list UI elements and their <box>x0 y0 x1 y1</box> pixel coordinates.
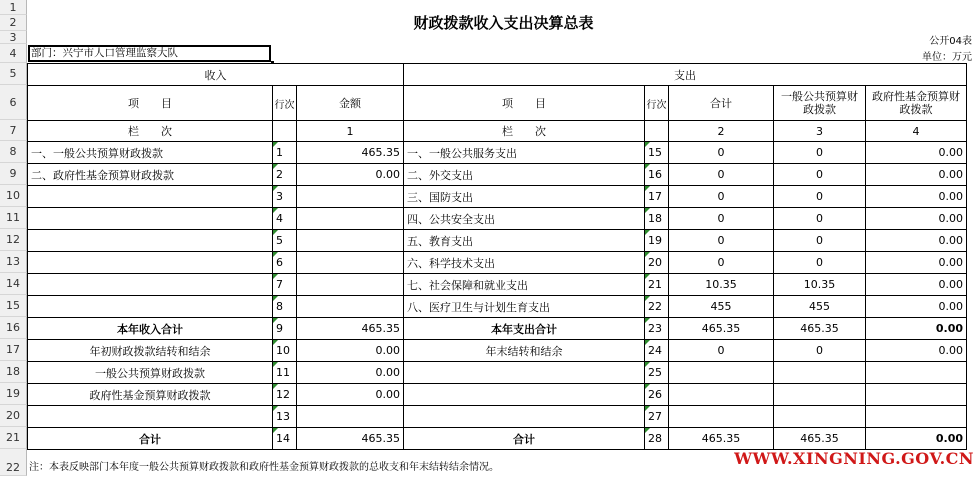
general-budget-cell[interactable] <box>774 406 866 428</box>
fund-budget-cell[interactable]: 0.00 <box>866 340 967 362</box>
row-header[interactable]: 5 <box>0 63 27 85</box>
income-line-cell[interactable]: 2 <box>273 164 297 186</box>
income-col-label[interactable]: 栏 次 <box>28 121 273 142</box>
income-amount-cell[interactable]: 465.35 <box>297 428 404 450</box>
table-row <box>28 406 967 428</box>
income-item-cell[interactable] <box>28 230 273 252</box>
income-item-cell[interactable]: 政府性基金预算财政拨款 <box>28 384 273 406</box>
income-item-cell[interactable] <box>28 296 273 318</box>
expense-total-cell[interactable]: 10.35 <box>669 274 774 296</box>
general-budget-cell[interactable]: 0 <box>774 340 866 362</box>
income-item-cell[interactable] <box>28 186 273 208</box>
fund-budget-cell[interactable]: 0.00 <box>866 186 967 208</box>
expense-line-cell[interactable]: 20 <box>645 252 669 274</box>
expense-line-cell[interactable]: 19 <box>645 230 669 252</box>
table-row <box>28 274 967 296</box>
expense-line-cell[interactable]: 24 <box>645 340 669 362</box>
expense-total-cell[interactable]: 0 <box>669 252 774 274</box>
row-header[interactable]: 15 <box>0 295 27 317</box>
income-amount-cell[interactable]: 0.00 <box>297 164 404 186</box>
fund-budget-cell[interactable]: 0.00 <box>866 252 967 274</box>
income-amount-cell[interactable] <box>297 252 404 274</box>
row-header[interactable]: 20 <box>0 405 27 427</box>
fund-budget-cell[interactable]: 0.00 <box>866 208 967 230</box>
expense-line-cell[interactable]: 27 <box>645 406 669 428</box>
income-amount-header[interactable]: 金额 <box>297 86 404 121</box>
table-row <box>28 318 967 340</box>
income-line-cell[interactable]: 14 <box>273 428 297 450</box>
page-title: 财政拨款收入支出决算总表 <box>413 14 594 32</box>
fund-budget-cell[interactable] <box>866 362 967 384</box>
fund-budget-cell[interactable]: 0.00 <box>866 318 967 340</box>
fund-budget-cell[interactable]: 0.00 <box>866 164 967 186</box>
expense-item-cell[interactable]: 五、教育支出 <box>404 230 645 252</box>
income-item-cell[interactable] <box>28 208 273 230</box>
general-budget-header[interactable]: 一般公共预算财政拨款 <box>774 86 866 121</box>
income-line-cell[interactable]: 4 <box>273 208 297 230</box>
income-line-cell[interactable]: 12 <box>273 384 297 406</box>
fund-budget-cell[interactable]: 0.00 <box>866 230 967 252</box>
cell[interactable] <box>273 121 297 142</box>
expense-item-cell[interactable]: 二、外交支出 <box>404 164 645 186</box>
row-header[interactable]: 19 <box>0 383 27 405</box>
income-header[interactable]: 收入 <box>28 64 404 86</box>
col-number-4[interactable]: 4 <box>866 121 967 142</box>
col-number-2[interactable]: 2 <box>669 121 774 142</box>
expense-item-cell[interactable]: 八、医疗卫生与计划生育支出 <box>404 296 645 318</box>
row-header[interactable]: 14 <box>0 273 27 295</box>
expense-line-header[interactable]: 行次 <box>645 86 669 121</box>
expense-total-cell[interactable]: 0 <box>669 230 774 252</box>
expense-item-cell[interactable] <box>404 406 645 428</box>
expense-item-cell[interactable] <box>404 384 645 406</box>
expense-line-cell[interactable]: 26 <box>645 384 669 406</box>
expense-total-cell[interactable]: 0 <box>669 340 774 362</box>
income-item-cell[interactable]: 一、一般公共预算财政拨款 <box>28 142 273 164</box>
general-budget-cell[interactable]: 0 <box>774 186 866 208</box>
expense-line-cell[interactable]: 23 <box>645 318 669 340</box>
fund-budget-cell[interactable]: 0.00 <box>866 274 967 296</box>
general-budget-cell[interactable]: 10.35 <box>774 274 866 296</box>
income-item-cell[interactable]: 年初财政拨款结转和结余 <box>28 340 273 362</box>
table-row <box>28 252 967 274</box>
income-item-cell[interactable]: 本年收入合计 <box>28 318 273 340</box>
expense-header[interactable]: 支出 <box>404 64 967 86</box>
expense-total-cell[interactable] <box>669 406 774 428</box>
income-item-cell[interactable] <box>28 406 273 428</box>
income-amount-cell[interactable] <box>297 230 404 252</box>
income-line-cell[interactable]: 7 <box>273 274 297 296</box>
expense-item-cell[interactable]: 六、科学技术支出 <box>404 252 645 274</box>
table-row <box>28 362 967 384</box>
expense-line-cell[interactable]: 15 <box>645 142 669 164</box>
expense-line-cell[interactable]: 22 <box>645 296 669 318</box>
footnote: 注：本表反映部门本年度一般公共预算财政拨款和政府性基金预算财政拨款的总收支和年末结转结余情况。 <box>29 462 499 473</box>
income-amount-cell[interactable] <box>297 296 404 318</box>
expense-item-cell[interactable]: 合计 <box>404 428 645 450</box>
income-amount-cell[interactable] <box>297 186 404 208</box>
row-header[interactable]: 7 <box>0 120 27 141</box>
row-header[interactable]: 10 <box>0 185 27 207</box>
general-budget-cell[interactable]: 0 <box>774 230 866 252</box>
expense-total-cell[interactable]: 0 <box>669 186 774 208</box>
general-budget-cell[interactable] <box>774 362 866 384</box>
income-line-cell[interactable]: 1 <box>273 142 297 164</box>
budget-table <box>27 63 967 450</box>
income-line-cell[interactable]: 10 <box>273 340 297 362</box>
fund-budget-cell[interactable] <box>866 384 967 406</box>
income-line-header[interactable]: 行次 <box>273 86 297 121</box>
general-budget-cell[interactable]: 465.35 <box>774 318 866 340</box>
row-header[interactable]: 13 <box>0 251 27 273</box>
fund-budget-header[interactable]: 政府性基金预算财政拨款 <box>866 86 967 121</box>
row-header[interactable]: 1 <box>0 0 27 15</box>
expense-col-label[interactable]: 栏 次 <box>404 121 645 142</box>
income-amount-cell[interactable] <box>297 208 404 230</box>
expense-total-cell[interactable]: 465.35 <box>669 318 774 340</box>
income-amount-cell[interactable] <box>297 406 404 428</box>
table-row <box>28 142 967 164</box>
table-row <box>28 208 967 230</box>
row-header[interactable]: 16 <box>0 317 27 339</box>
row-header[interactable]: 17 <box>0 339 27 361</box>
row-header[interactable]: 9 <box>0 163 27 185</box>
cell[interactable] <box>645 121 669 142</box>
row-header[interactable]: 12 <box>0 229 27 251</box>
income-item-cell[interactable]: 二、政府性基金预算财政拨款 <box>28 164 273 186</box>
expense-total-cell[interactable]: 0 <box>669 142 774 164</box>
table-row <box>28 340 967 362</box>
table-row <box>28 230 967 252</box>
row-header[interactable]: 3 <box>0 31 27 44</box>
expense-item-header[interactable]: 项 目 <box>404 86 645 121</box>
expense-total-cell[interactable]: 455 <box>669 296 774 318</box>
general-budget-cell[interactable]: 0 <box>774 142 866 164</box>
general-budget-cell[interactable]: 0 <box>774 164 866 186</box>
general-budget-cell[interactable] <box>774 384 866 406</box>
row-header[interactable]: 21 <box>0 427 27 449</box>
expense-total-cell[interactable]: 0 <box>669 208 774 230</box>
income-line-cell[interactable]: 3 <box>273 186 297 208</box>
row-header[interactable]: 2 <box>0 15 27 31</box>
expense-line-cell[interactable]: 18 <box>645 208 669 230</box>
expense-total-cell[interactable] <box>669 362 774 384</box>
row-header[interactable]: 18 <box>0 361 27 383</box>
expense-item-cell[interactable]: 三、国防支出 <box>404 186 645 208</box>
row-header[interactable]: 4 <box>0 44 27 63</box>
expense-total-cell[interactable] <box>669 384 774 406</box>
general-budget-cell[interactable]: 455 <box>774 296 866 318</box>
spreadsheet-area <box>27 0 980 476</box>
income-line-cell[interactable]: 8 <box>273 296 297 318</box>
income-item-header[interactable]: 项 目 <box>28 86 273 121</box>
expense-total-cell[interactable]: 465.35 <box>669 428 774 450</box>
row-header[interactable]: 8 <box>0 141 27 163</box>
expense-line-cell[interactable]: 16 <box>645 164 669 186</box>
expense-item-cell[interactable]: 年末结转和结余 <box>404 340 645 362</box>
general-budget-cell[interactable]: 465.35 <box>774 428 866 450</box>
expense-line-cell[interactable]: 28 <box>645 428 669 450</box>
expense-item-cell[interactable] <box>404 362 645 384</box>
income-amount-cell[interactable]: 0.00 <box>297 340 404 362</box>
income-line-cell[interactable]: 11 <box>273 362 297 384</box>
income-amount-cell[interactable]: 0.00 <box>297 384 404 406</box>
watermark: WWW.XINGNING.GOV.CN <box>734 449 974 468</box>
income-item-cell[interactable] <box>28 252 273 274</box>
income-item-cell[interactable]: 一般公共预算财政拨款 <box>28 362 273 384</box>
table-body <box>28 142 967 450</box>
department-cell-selected[interactable]: 部门：兴宁市人口管理监察大队 <box>28 45 271 62</box>
expense-item-cell[interactable]: 一、一般公共服务支出 <box>404 142 645 164</box>
row-header[interactable]: 11 <box>0 207 27 229</box>
income-line-cell[interactable]: 5 <box>273 230 297 252</box>
row-header[interactable]: 6 <box>0 85 27 120</box>
general-budget-cell[interactable]: 0 <box>774 252 866 274</box>
expense-total-header[interactable]: 合计 <box>669 86 774 121</box>
income-amount-cell[interactable]: 465.35 <box>297 142 404 164</box>
fund-budget-cell[interactable]: 0.00 <box>866 142 967 164</box>
expense-line-cell[interactable]: 25 <box>645 362 669 384</box>
expense-item-cell[interactable]: 四、公共安全支出 <box>404 208 645 230</box>
fund-budget-cell[interactable]: 0.00 <box>866 428 967 450</box>
table-row <box>28 296 967 318</box>
income-item-cell[interactable]: 合计 <box>28 428 273 450</box>
income-line-cell[interactable]: 6 <box>273 252 297 274</box>
income-line-cell[interactable]: 13 <box>273 406 297 428</box>
row-header[interactable]: 22 <box>0 449 27 476</box>
unit-label: 单位：万元 <box>922 52 972 63</box>
table-row <box>28 164 967 186</box>
expense-line-cell[interactable]: 21 <box>645 274 669 296</box>
expense-item-cell[interactable]: 本年支出合计 <box>404 318 645 340</box>
fund-budget-cell[interactable] <box>866 406 967 428</box>
general-budget-cell[interactable]: 0 <box>774 208 866 230</box>
form-code: 公开04表 <box>929 36 972 47</box>
col-number-1[interactable]: 1 <box>297 121 404 142</box>
income-amount-cell[interactable]: 465.35 <box>297 318 404 340</box>
expense-item-cell[interactable]: 七、社会保障和就业支出 <box>404 274 645 296</box>
income-amount-cell[interactable]: 0.00 <box>297 362 404 384</box>
income-line-cell[interactable]: 9 <box>273 318 297 340</box>
table-row <box>28 428 967 450</box>
fund-budget-cell[interactable]: 0.00 <box>866 296 967 318</box>
table-row <box>28 186 967 208</box>
income-amount-cell[interactable] <box>297 274 404 296</box>
income-item-cell[interactable] <box>28 274 273 296</box>
col-number-3[interactable]: 3 <box>774 121 866 142</box>
table-row <box>28 384 967 406</box>
expense-total-cell[interactable]: 0 <box>669 164 774 186</box>
expense-line-cell[interactable]: 17 <box>645 186 669 208</box>
